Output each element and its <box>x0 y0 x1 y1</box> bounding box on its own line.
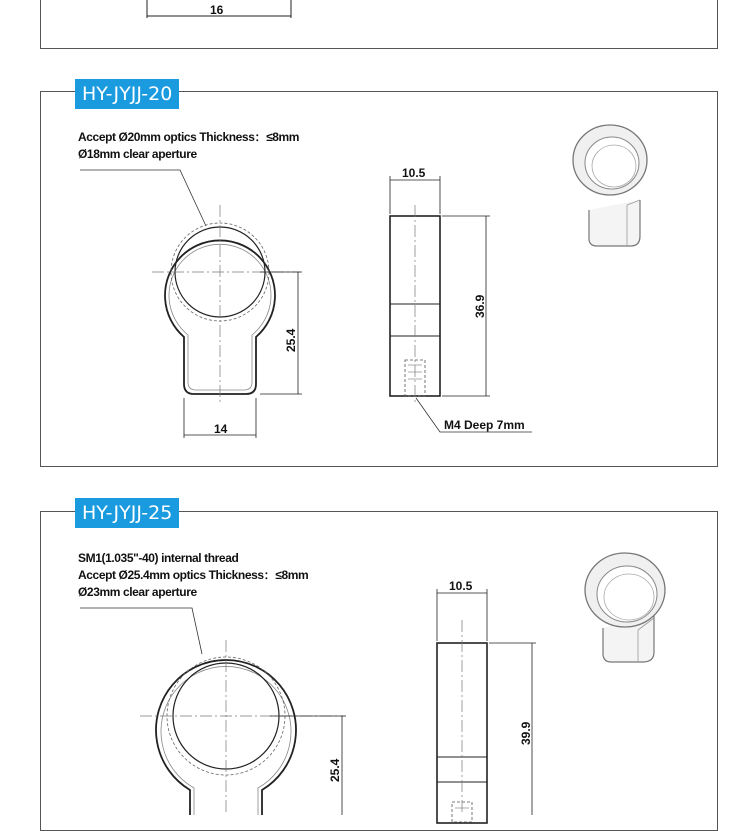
spec-note-line-2: Ø18mm clear aperture <box>78 147 197 161</box>
model-tag: HY-JYJJ-20 <box>75 79 179 109</box>
spec-note-line-1: SM1(1.035"-40) internal thread <box>78 551 239 565</box>
top-dim-width: 16 <box>210 3 224 17</box>
dim-depth: 10.5 <box>402 166 426 180</box>
isometric-ring-mount-render <box>585 553 665 662</box>
dim-center-height: 25.4 <box>328 758 342 782</box>
dim-center-height: 25.4 <box>284 328 298 352</box>
model-tag: HY-JYJJ-25 <box>75 498 179 528</box>
dim-screw-hole: M4 Deep 7mm <box>444 418 525 432</box>
dim-depth: 10.5 <box>449 579 473 593</box>
leader-line <box>80 608 202 654</box>
dim-total-height: 36.9 <box>473 294 487 318</box>
dim-total-height: 39.9 <box>519 721 533 745</box>
dim-width: 14 <box>214 422 228 436</box>
spec-note-line-2: Accept Ø25.4mm optics Thickness：≤8mm <box>78 568 309 582</box>
spec-note-line-3: Ø23mm clear aperture <box>78 585 197 599</box>
spec-note-line-1: Accept Ø20mm optics Thickness：≤8mm <box>78 130 300 144</box>
